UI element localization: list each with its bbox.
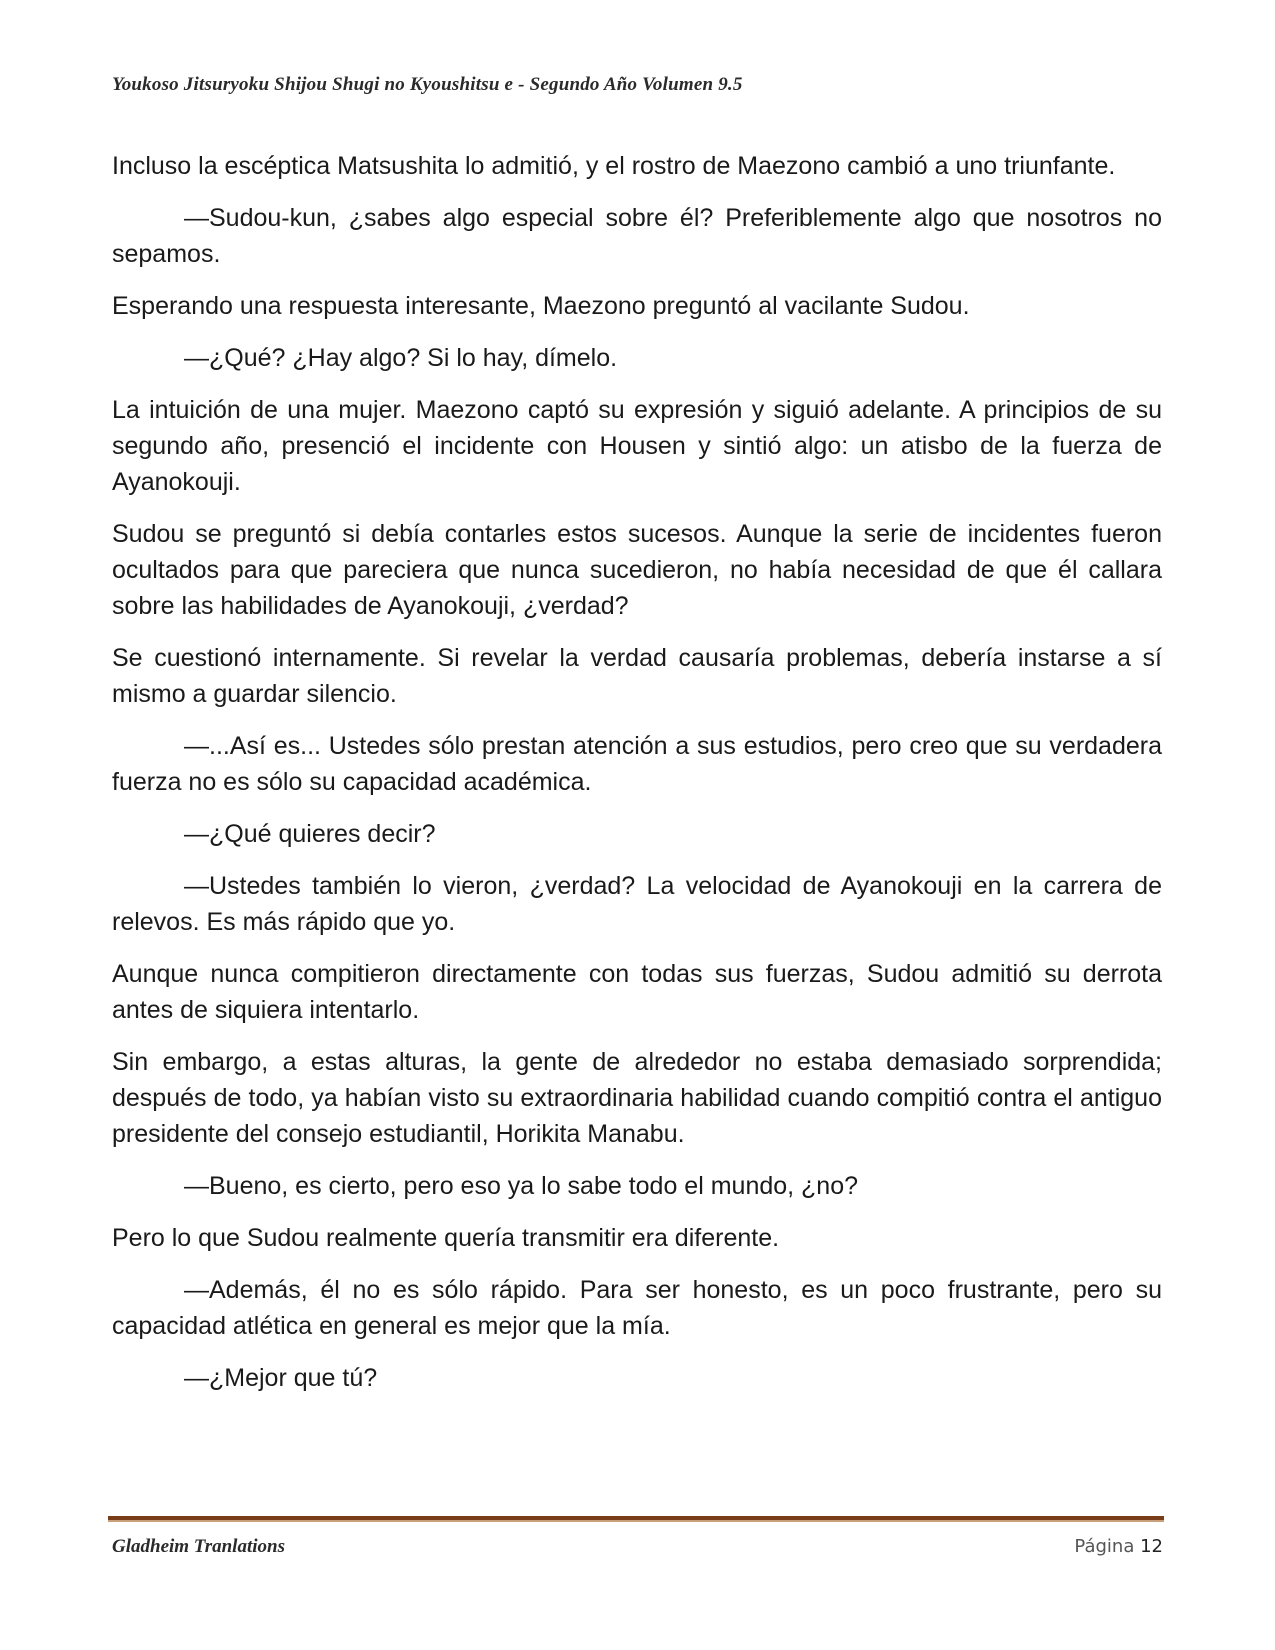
paragraph: Pero lo que Sudou realmente quería transmitir era diferente. <box>112 1224 780 1252</box>
dialogue-paragraph: —Sudou-kun, ¿sabes algo especial sobre él? Preferiblemente algo que nosotros no sepamos. <box>112 204 1162 268</box>
paragraph: Esperando una respuesta interesante, Maezono preguntó al vacilante Sudou. <box>112 292 970 320</box>
dialogue-paragraph: —Bueno, es cierto, pero eso ya lo sabe todo el mundo, ¿no? <box>184 1172 859 1200</box>
paragraph: Aunque nunca compitieron directamente con todas sus fuerzas, Sudou admitió su derrota antes de siquiera intentarlo. <box>112 960 1162 1024</box>
footer-divider <box>108 1516 1164 1522</box>
dialogue-paragraph: —¿Qué quieres decir? <box>184 820 436 848</box>
paragraph: Sin embargo, a estas alturas, la gente de alrededor no estaba demasiado sorprendida; después de todo, ya habían visto su extraordinaria habilidad cuando compitió contra el antiguo presidente del consejo estudiantil, Horikita Manabu. <box>112 1048 1162 1148</box>
dialogue-paragraph: —Además, él no es sólo rápido. Para ser honesto, es un poco frustrante, pero su capacidad atlética en general es mejor que la mía. <box>112 1276 1162 1340</box>
page-label: Página <box>1074 1536 1135 1557</box>
paragraph: Se cuestionó internamente. Si revelar la verdad causaría problemas, debería instarse a sí mismo a guardar silencio. <box>112 644 1162 708</box>
page-number-value: 12 <box>1140 1536 1163 1557</box>
dialogue-paragraph: —¿Mejor que tú? <box>184 1364 378 1392</box>
body-text <box>112 148 1162 1412</box>
paragraph: La intuición de una mujer. Maezono captó su expresión y siguió adelante. A principios de su segundo año, presenció el incidente con Housen y sintió algo: un atisbo de la fuerza de Ayanokouji. <box>112 396 1162 496</box>
dialogue-paragraph: —Ustedes también lo vieron, ¿verdad? La velocidad de Ayanokouji en la carrera de relevos. Es más rápido que yo. <box>112 872 1162 936</box>
paragraph: Sudou se preguntó si debía contarles estos sucesos. Aunque la serie de incidentes fueron ocultados para que pareciera que nunca sucedieron, no había necesidad de que él callara sobre las habilidades de Ayanokouji, ¿verdad? <box>112 520 1162 620</box>
dialogue-paragraph: —...Así es... Ustedes sólo prestan atención a sus estudios, pero creo que su verdadera fuerza no es sólo su capacidad académica. <box>112 732 1162 796</box>
page-number <box>1074 1536 1163 1557</box>
paragraph: Incluso la escéptica Matsushita lo admitió, y el rostro de Maezono cambió a uno triunfante. <box>112 152 1116 180</box>
dialogue-paragraph: —¿Qué? ¿Hay algo? Si lo hay, dímelo. <box>184 344 618 372</box>
running-header: Youkoso Jitsuryoku Shijou Shugi no Kyoushitsu e - Segundo Año Volumen 9.5 <box>112 74 743 95</box>
footer-credit: Gladheim Tranlations <box>112 1536 285 1557</box>
